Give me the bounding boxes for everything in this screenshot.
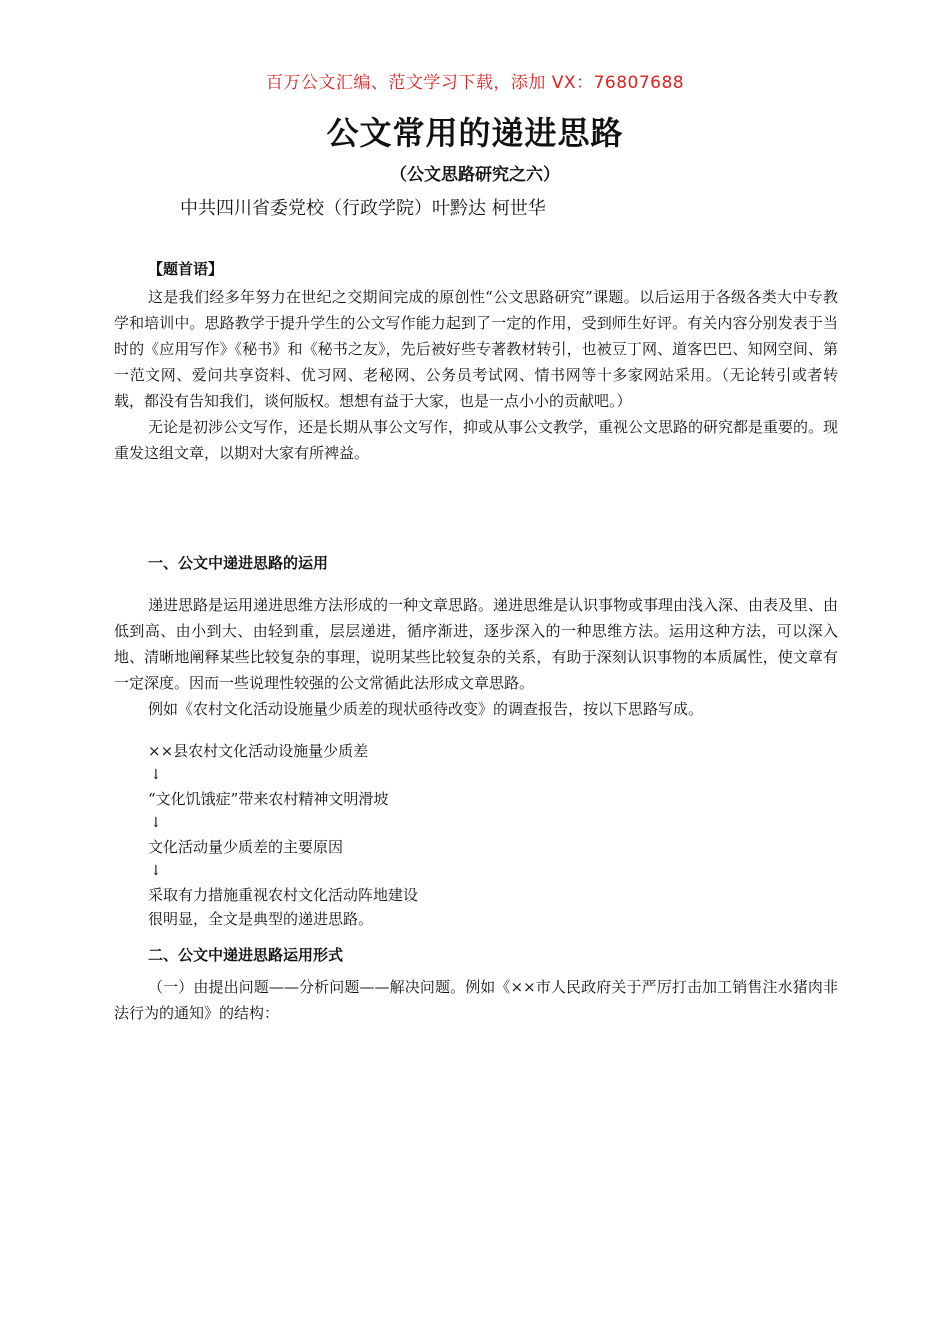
- document-authors: 中共四川省委党校（行政学院）叶黔达 柯世华: [180, 198, 546, 219]
- preface-paragraph: 这是我们经多年努力在世纪之交期间完成的原创性“公文思路研究”课题。以后运用于各级各类大中专教学和培训中。思路教学于提升学生的公文写作能力起到了一定的作用，受到师生好评。有关内容分别发表于当时的《应用写作》《秘书》和《秘书之友》，先后被好些专著教材转引，也被豆丁网、道客巴巴、知网空间、第一范文网、爱问共享资料、优习网、老秘网、公务员考试网、情书网等十多家网站采用。（无论转引或者转载，都没有告知我们，谈何版权。想想有益于大家，也是一点小小的贡献吧。）: [114, 288, 838, 410]
- section2-heading: 二、公文中递进思路运用形式: [148, 946, 344, 964]
- section1-paragraph: 例如《农村文化活动设施量少质差的现状亟待改变》的调查报告，按以下思路写成。: [148, 700, 704, 718]
- flow-step: 文化活动量少质差的主要原因: [148, 838, 344, 856]
- section1-paragraph: 递进思路是运用递进思维方法形成的一种文章思路。递进思维是认识事物或事理由浅入深、由表及里、由低到高、由小到大、由轻到重，层层递进，循序渐进，逐步深入的一种思维方法。运用这种方法，可以深入地、清晰地阐释某些比较复杂的事理，说明某些比较复杂的关系，有助于深刻认识事物的本质属性，使文章有一定深度。因而一些说理性较强的公文常循此法形成文章思路。: [114, 596, 839, 692]
- flow-step: “文化饥饿症”带来农村精神文明滑坡: [148, 790, 389, 808]
- preface-heading: 【题首语】: [148, 260, 224, 278]
- down-arrow-icon: ↓: [150, 863, 162, 879]
- flow-conclusion: 很明显，全文是典型的递进思路。: [148, 910, 374, 928]
- flow-diagram: [148, 738, 418, 932]
- section2-paragraph: （一）由提出问题——分析问题——解决问题。例如《××市人民政府关于严厉打击加工销售注水猪肉非法行为的通知》的结构：: [114, 978, 838, 1022]
- section2-body: [114, 974, 838, 1026]
- document-title: 公文常用的递进思路: [326, 114, 624, 152]
- promo-banner: 百万公文汇编、范文学习下载，添加 VX：76807688: [265, 73, 685, 93]
- section1-body: [114, 592, 838, 722]
- preface-paragraph: 无论是初涉公文写作，还是长期从事公文写作，抑或从事公文教学，重视公文思路的研究都是重要的。现重发这组文章，以期对大家有所裨益。: [114, 418, 839, 462]
- preface-body: [114, 284, 838, 466]
- document-subtitle: （公文思路研究之六）: [390, 165, 560, 185]
- section1-heading: 一、公文中递进思路的运用: [148, 554, 329, 572]
- flow-step: ××县农村文化活动设施量少质差: [148, 742, 369, 760]
- flow-step: 采取有力措施重视农村文化活动阵地建设: [148, 886, 419, 904]
- down-arrow-icon: ↓: [150, 767, 162, 783]
- down-arrow-icon: ↓: [150, 815, 162, 831]
